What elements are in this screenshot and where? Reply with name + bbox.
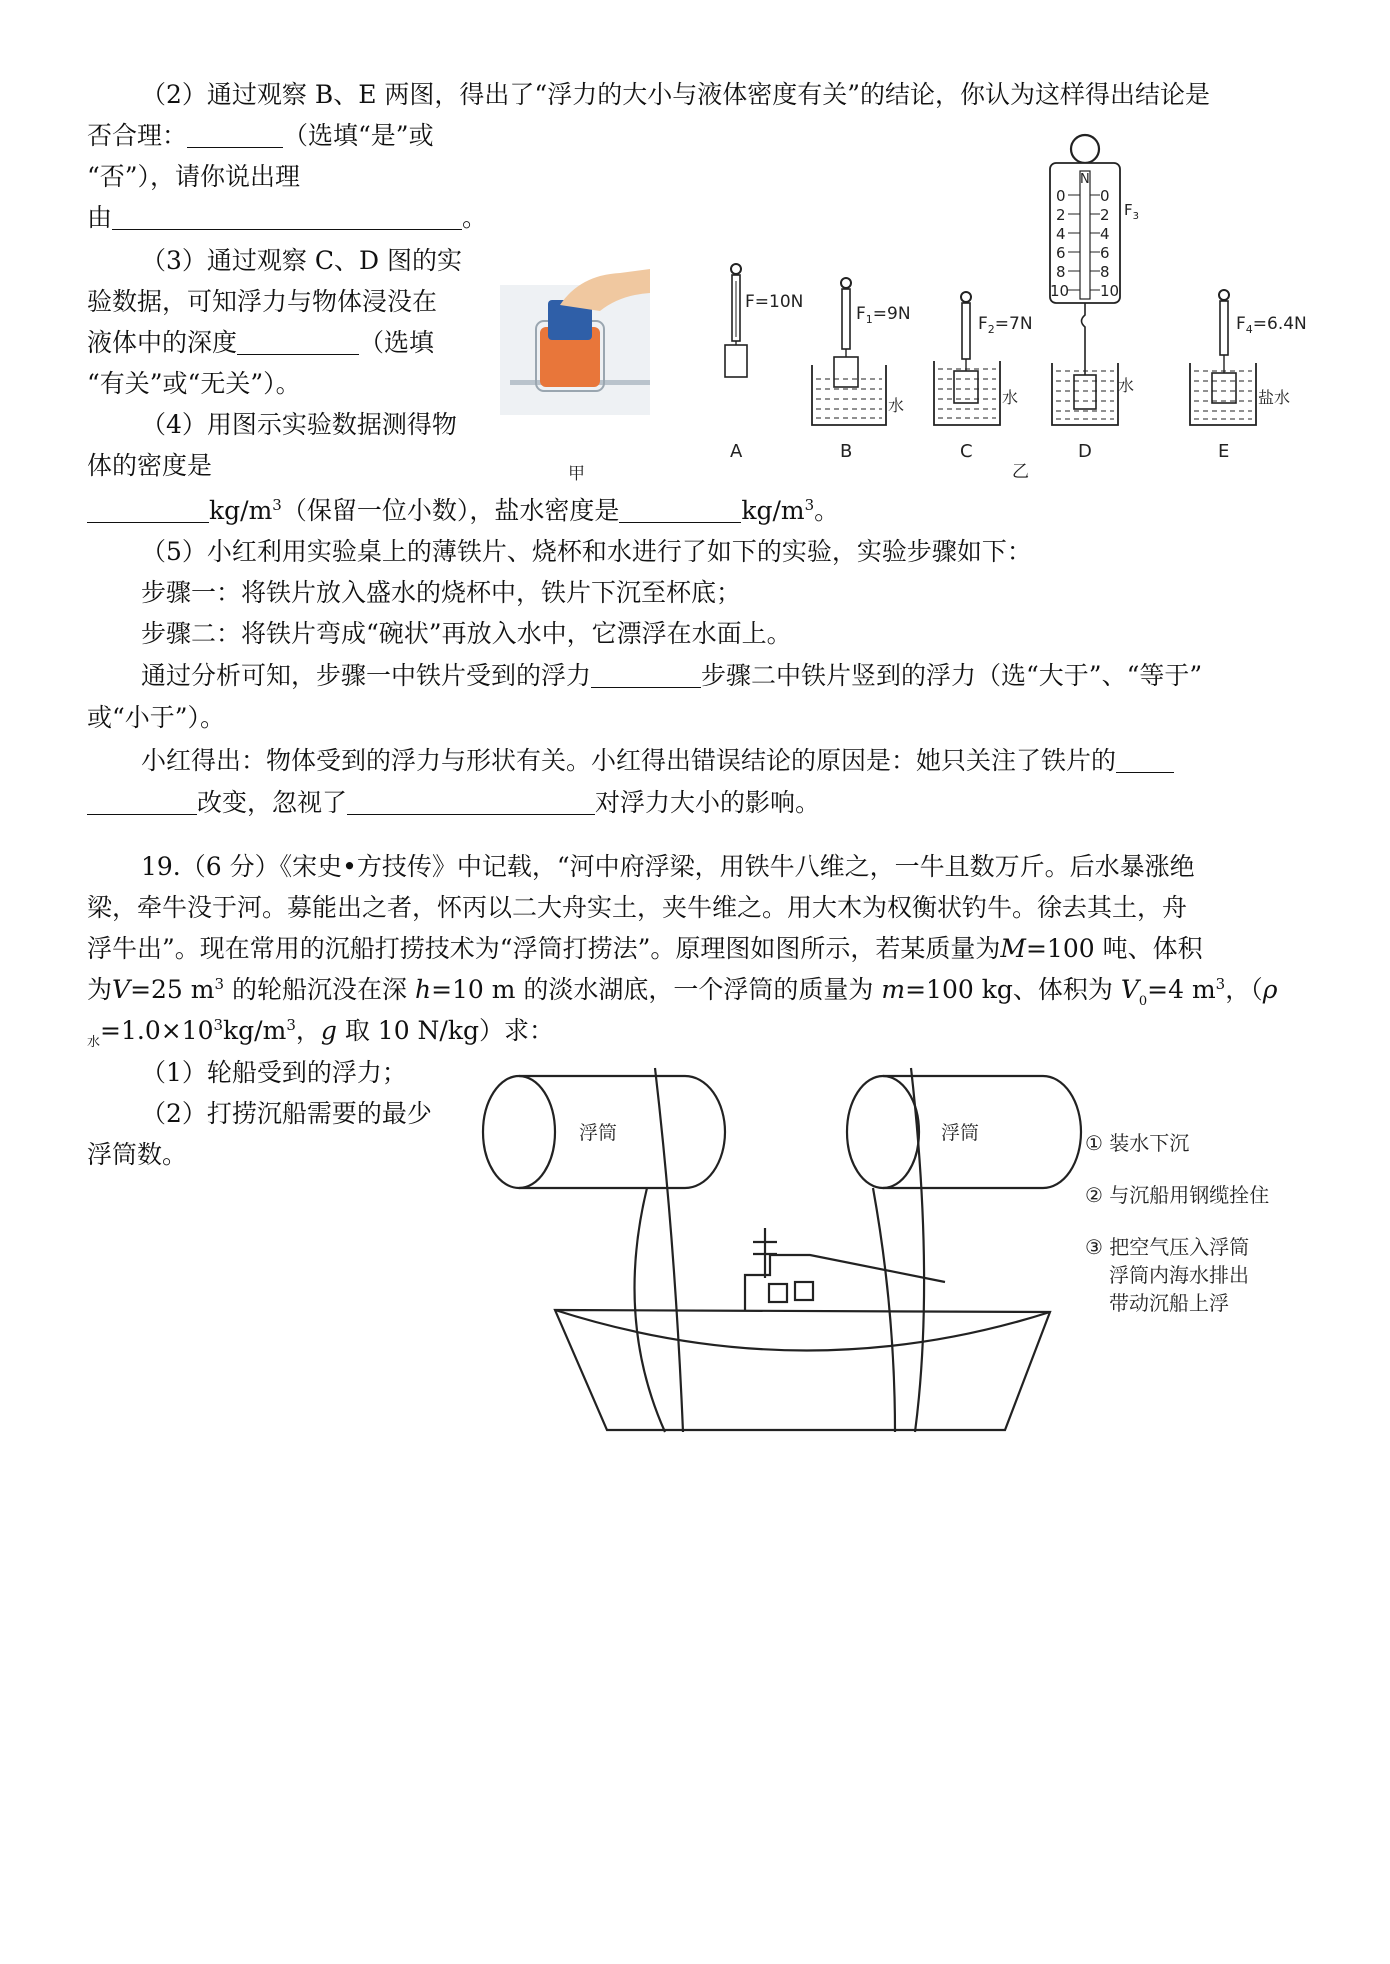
svg-text:4: 4: [1056, 225, 1066, 243]
q5-line2: 步骤一：将铁片放入盛水的烧杯中，铁片下沉至杯底；: [141, 578, 742, 607]
label-d: D: [1078, 441, 1092, 462]
cable: [911, 1068, 924, 1432]
label-water-d: 水: [1118, 376, 1135, 395]
label-f3: $F_3$: [1124, 201, 1140, 222]
q2-line4: 由 。: [87, 203, 488, 232]
panel-c: [934, 292, 1033, 462]
q5-line3: 步骤二：将铁片弯成“碗状”再放入水中，它漂浮在水面上。: [141, 619, 792, 648]
q5-line6: 小红得出：物体受到的浮力与形状有关。小红得出错误结论的原因是：她只关注了铁片的: [141, 740, 1174, 781]
q2-line2: 否合理： （选填“是”或: [87, 121, 434, 150]
ship-salvage-figure: [475, 1060, 1355, 1440]
q3-line4: “有关”或“无关”）。: [87, 369, 301, 398]
panel-b: [812, 278, 911, 462]
q4-line2: 体的密度是: [87, 451, 213, 480]
spring-scale-figure: [500, 172, 1340, 500]
svg-text:6: 6: [1100, 244, 1110, 262]
panel-e: [1190, 290, 1307, 462]
q2-line1: （2）通过观察 B、E 两图，得出了“浮力的大小与液体密度有关”的结论，你认为这样得出结论是: [141, 80, 1210, 109]
cable: [655, 1068, 683, 1432]
label-f2: $F_2=7N$: [978, 314, 1033, 336]
label-brine: 盐水: [1258, 388, 1291, 407]
label-f4: $F_4=6.4N$: [1236, 314, 1307, 336]
svg-text:8: 8: [1100, 263, 1110, 281]
answer-blank[interactable]: [87, 494, 209, 523]
q19-line3: 浮牛出”。现在常用的沉船打捞技术为“浮筒打捞法”。原理图如图所示，若某质量为M=100 吨、体积: [87, 934, 1203, 963]
step-3-label: ③ 把空气压入浮筒: [1085, 1235, 1250, 1259]
q19-line2: 梁，牵牛没于河。募能出之者，怀丙以二大舟实土，夹牛维之。用大木为权衡状钓牛。徐去其土，舟: [87, 893, 1188, 922]
label-water-b: 水: [888, 396, 905, 415]
q5-line4: 通过分析可知，步骤一中铁片受到的浮力 步骤二中铁片竖到的浮力（选“大于”、“等于”: [141, 661, 1203, 690]
panel-d: [1050, 135, 1139, 462]
pontoon-left-label: 浮筒: [579, 1122, 618, 1144]
label-e: E: [1218, 441, 1230, 462]
label-yi: 乙: [1012, 462, 1029, 482]
q4-line1: （4）用图示实验数据测得物: [141, 410, 457, 439]
label-jia: 甲: [568, 464, 585, 484]
q5-line1: （5）小红利用实验桌上的薄铁片、烧杯和水进行了如下的实验，实验步骤如下：: [141, 537, 1032, 566]
svg-text:4: 4: [1100, 225, 1110, 243]
svg-text:2: 2: [1056, 206, 1066, 224]
answer-blank[interactable]: [237, 326, 359, 355]
dial-n-label: N: [1080, 172, 1090, 187]
answer-blank[interactable]: [591, 659, 701, 688]
q3-line2: 验数据，可知浮力与物体浸没在: [87, 287, 438, 316]
panel-a: [725, 264, 803, 462]
q3-line1: （3）通过观察 C、D 图的实: [141, 246, 462, 275]
ship-hull: [555, 1310, 1050, 1430]
pontoon-right-label: 浮筒: [941, 1122, 980, 1144]
q3-line3: 液体中的深度 （选填: [87, 328, 435, 357]
svg-text:10: 10: [1050, 282, 1070, 300]
q19-line1: 19.（6 分）《宋史•方技传》中记载，“河中府浮梁，用铁牛八维之，一牛且数万斤。后水暴涨绝: [141, 852, 1195, 881]
svg-text:0: 0: [1100, 187, 1110, 205]
photo-jia: [500, 269, 650, 484]
svg-text:2: 2: [1100, 206, 1110, 224]
label-f: F=10N: [745, 292, 804, 312]
answer-blank[interactable]: [347, 786, 595, 815]
answer-blank[interactable]: [112, 201, 462, 230]
svg-text:6: 6: [1056, 244, 1066, 262]
step-3-line2: 浮筒内海水排出: [1109, 1263, 1249, 1287]
left-pontoon: [519, 1076, 725, 1188]
q19-part2a: （2）打捞沉船需要的最少: [141, 1099, 432, 1128]
q19-part2b: 浮筒数。: [87, 1140, 188, 1169]
label-f1: $F_1=9N$: [856, 304, 911, 326]
q19-part1: （1）轮船受到的浮力；: [141, 1058, 407, 1087]
step-2-label: ② 与沉船用钢缆拴住: [1085, 1183, 1270, 1207]
label-c: C: [960, 441, 973, 462]
q5-line5: 或“小于”）。: [87, 703, 226, 732]
q19-line4: 为V=25 $m^3$ 的轮船沉没在深 h=10 m 的淡水湖底，一个浮筒的质量为 m=100 kg、体积为 $V_0=4$ $m^3$，（ρ: [87, 975, 1278, 1009]
svg-text:8: 8: [1056, 263, 1066, 281]
answer-blank[interactable]: [187, 119, 283, 148]
svg-text:10: 10: [1100, 282, 1120, 300]
label-b: B: [840, 441, 853, 462]
q5-line7: 改变，忽视了 对浮力大小的影响。: [87, 782, 820, 823]
step-1-label: ① 装水下沉: [1085, 1131, 1190, 1155]
label-water-c: 水: [1002, 388, 1019, 407]
svg-text:0: 0: [1056, 187, 1066, 205]
q2-line3: “否”），请你说出理: [87, 162, 301, 191]
label-a: A: [730, 441, 743, 462]
step-3-line3: 带动沉船上浮: [1109, 1291, 1229, 1315]
q19-line5: $_水=1.0\times 10^3kg/m^3$，g 取 10 N/kg）求：: [87, 1016, 554, 1050]
answer-blank[interactable]: [87, 786, 197, 815]
q4-line3: $kg/m^3$（保留一位小数），盐水密度是 $kg/m^3$。: [87, 490, 839, 531]
answer-blank[interactable]: [1116, 744, 1174, 773]
